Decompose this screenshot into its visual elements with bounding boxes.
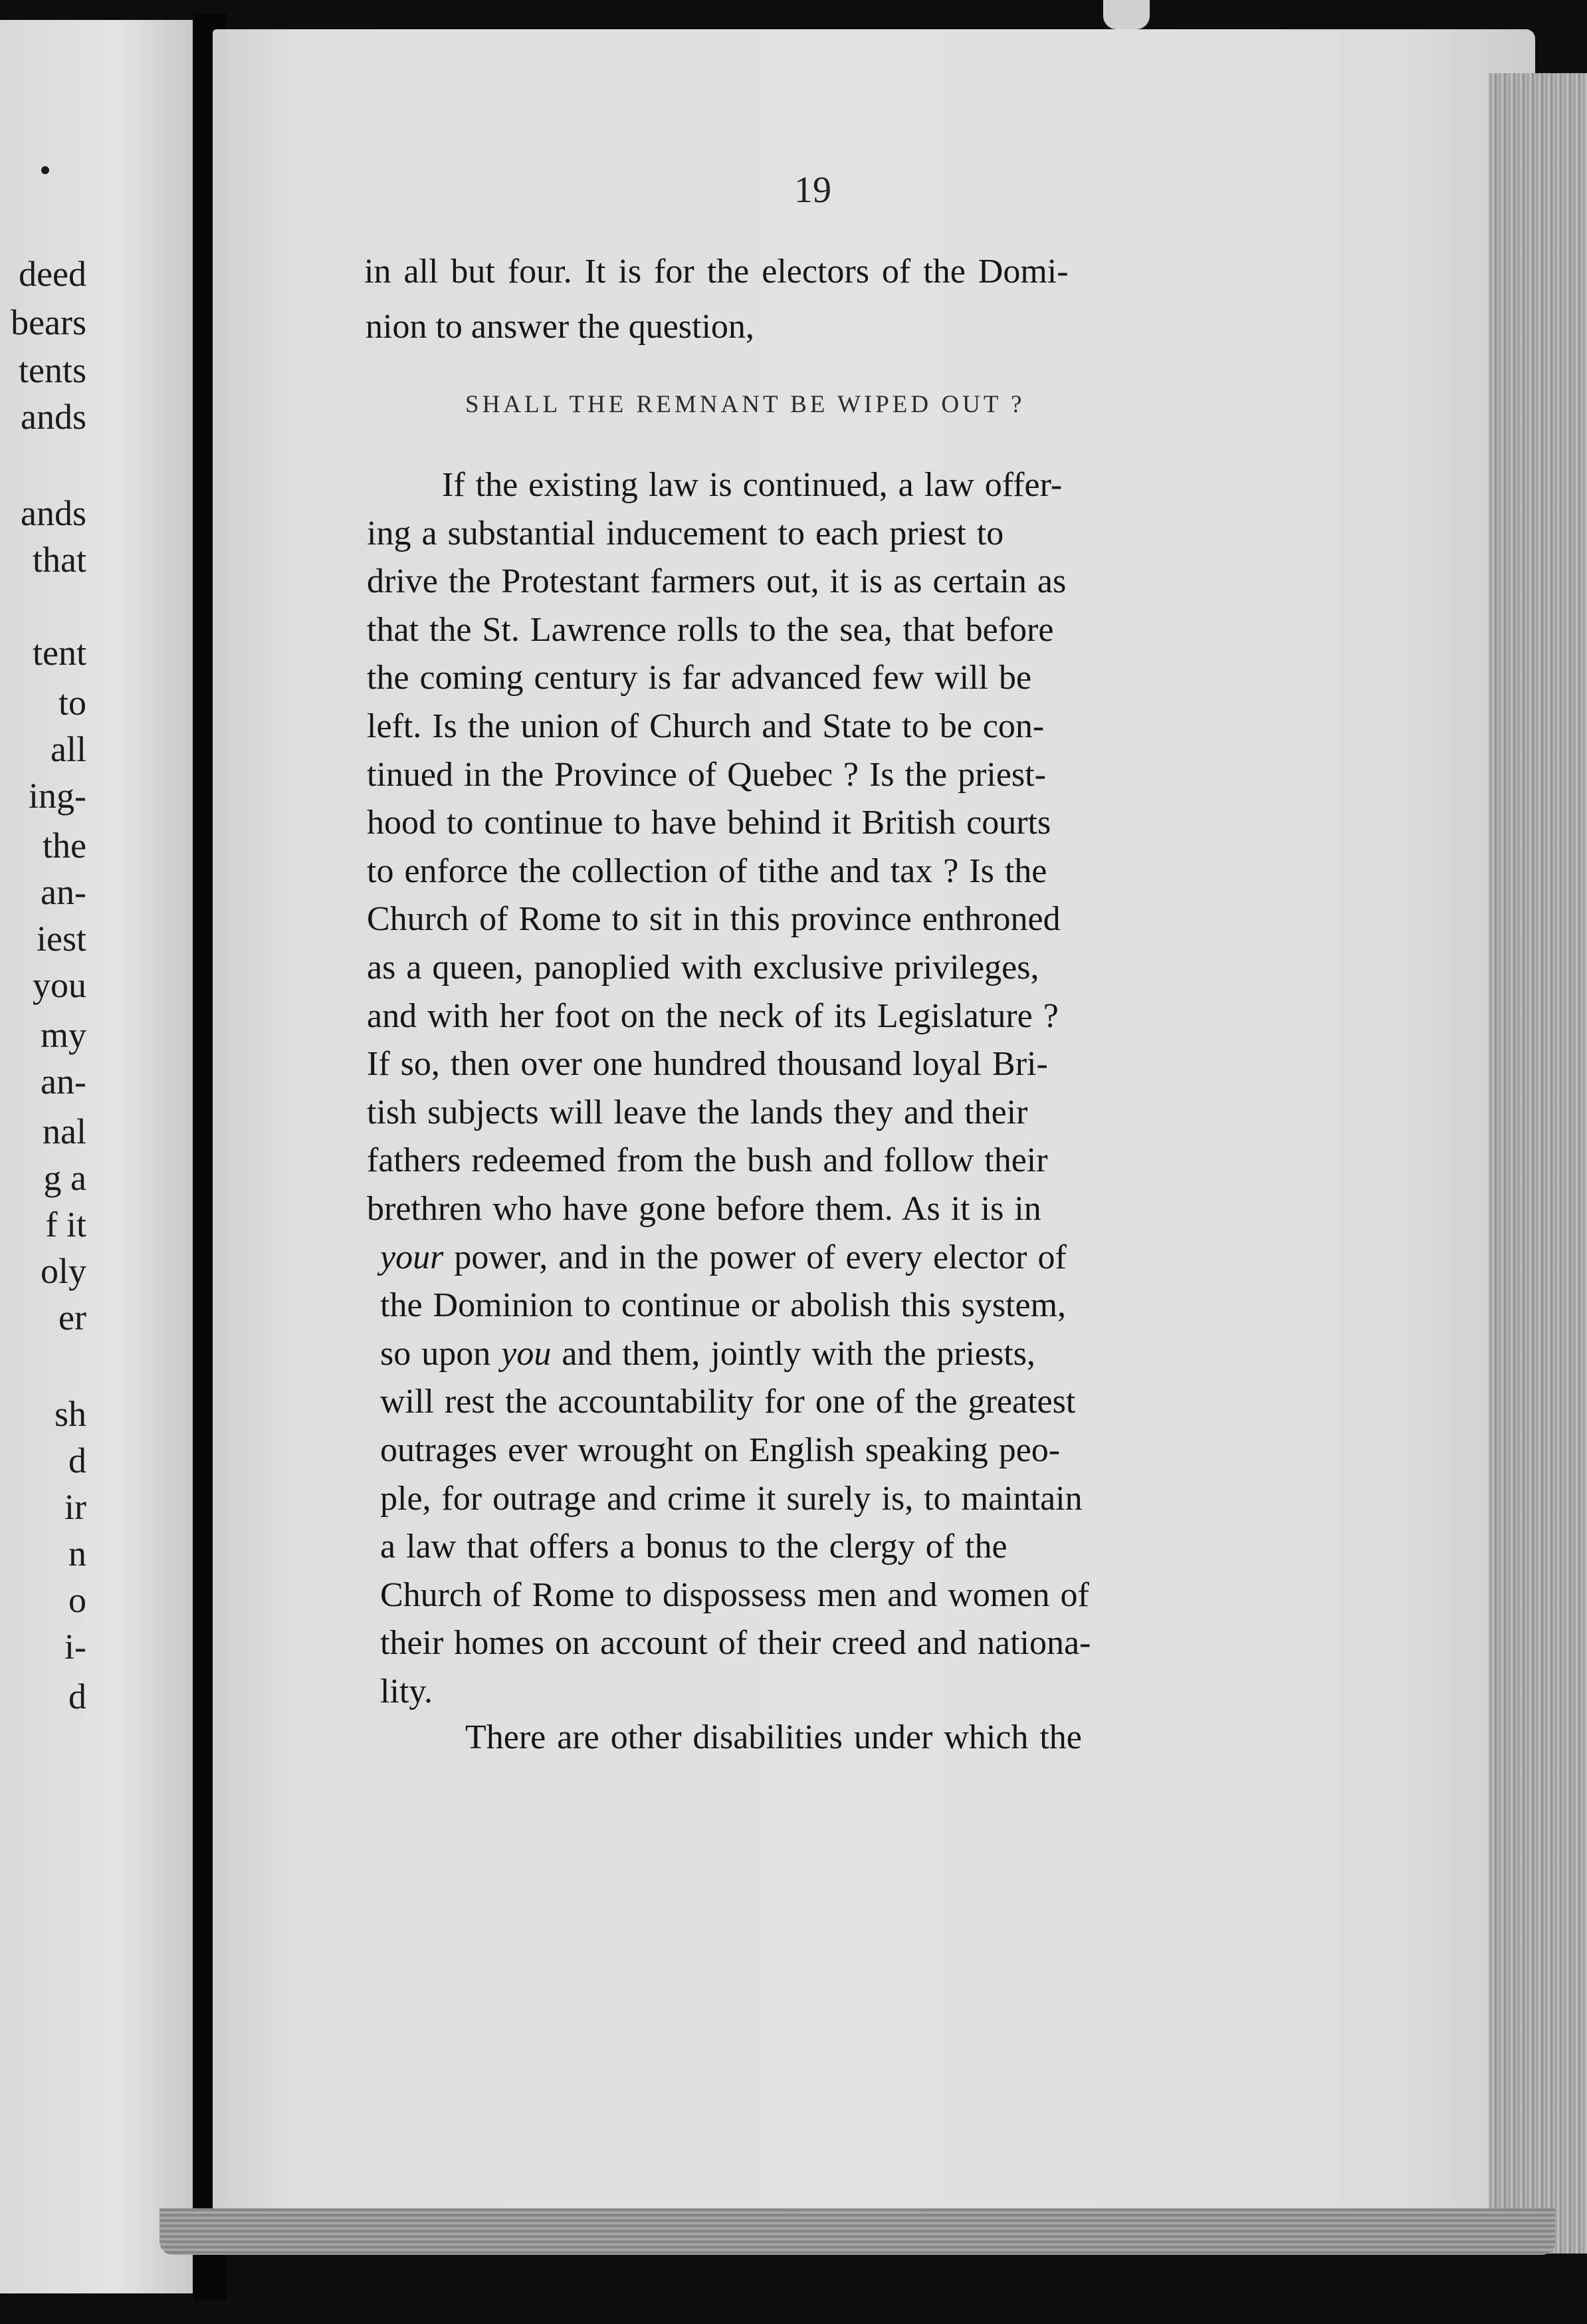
previous-page-fragment: deed <box>19 254 86 294</box>
paragraph-line: left. Is the union of Church and State to be con- <box>367 707 1045 745</box>
previous-page-fragment: n <box>68 1534 86 1573</box>
previous-page-fragment: ir <box>64 1487 86 1527</box>
paragraph-line: to enforce the collection of tithe and tax ? Is the <box>367 852 1047 890</box>
paragraph-line: your power, and in the power of every elector of <box>380 1238 1067 1276</box>
text-line: nion to answer the question, <box>366 308 754 346</box>
paragraph-line: If the existing law is continued, a law offer- <box>442 466 1063 504</box>
text-line: There are other disabilities under which the <box>465 1718 1082 1756</box>
paragraph-line: tish subjects will leave the lands they and their <box>367 1093 1028 1131</box>
text-line: in all but four. It is for the electors of the Domi- <box>364 253 1069 290</box>
previous-page-fragment: ing- <box>29 776 86 816</box>
previous-page-fragment: ands <box>21 397 86 437</box>
emphasis: your <box>380 1238 444 1276</box>
paragraph-line: as a queen, panoplied with exclusive privileges, <box>367 949 1039 987</box>
previous-page-fragment: that <box>33 540 86 580</box>
paragraph-line: will rest the accountability for one of the greatest <box>380 1383 1076 1421</box>
paragraph-line: hood to continue to have behind it British courts <box>367 804 1051 842</box>
previous-page-fragment: to <box>58 683 86 723</box>
paragraph-line: drive the Protestant farmers out, it is as certain as <box>367 562 1067 601</box>
paragraph-line: ple, for outrage and crime it surely is, to maintain <box>380 1479 1083 1518</box>
previous-page-fragment: my <box>40 1015 86 1055</box>
previous-page-edge <box>0 20 193 2293</box>
previous-page-fragment: bears <box>11 302 86 342</box>
previous-page-fragment: d <box>68 1441 86 1480</box>
previous-page-fragment: oly <box>40 1251 86 1291</box>
paragraph-line: brethren who have gone before them. As it is in <box>367 1190 1041 1228</box>
paragraph-line: If so, then over one hundred thousand loyal Bri- <box>367 1045 1048 1084</box>
previous-page-fragment: nal <box>43 1111 86 1151</box>
previous-page-fragment: you <box>33 965 86 1005</box>
previous-page-fragment: the <box>43 826 86 866</box>
previous-page-fragment: ands <box>21 493 86 533</box>
previous-page-fragment: o <box>68 1580 86 1620</box>
previous-page-fragment: iest <box>37 919 86 959</box>
previous-page-fragment: d <box>68 1677 86 1716</box>
paragraph-line: so upon you and them, jointly with the priests, <box>380 1334 1035 1373</box>
previous-page-fragment: an- <box>41 1062 86 1102</box>
previous-page-fragment: f it <box>45 1205 86 1244</box>
paragraph-line: their homes on account of their creed and nationa- <box>380 1624 1091 1663</box>
paragraph-line: lity. <box>380 1673 433 1710</box>
paragraph-line: the coming century is far advanced few will be <box>367 659 1032 697</box>
paragraph-line: a law that offers a bonus to the clergy of the <box>380 1528 1007 1566</box>
previous-page-fragment: an- <box>41 872 86 912</box>
page-tab-mark <box>1103 0 1150 29</box>
page-edges-bottom <box>159 2208 1555 2255</box>
emphasis: you <box>501 1334 552 1373</box>
previous-page-fragment: all <box>51 729 86 769</box>
paragraph-line: fathers redeemed from the bush and follow their <box>367 1141 1048 1180</box>
paragraph-line: ing a substantial inducement to each priest to <box>367 514 1004 552</box>
page-number: 19 <box>794 170 831 211</box>
page-edges-right <box>1489 73 1587 2254</box>
paragraph-line: tinued in the Province of Quebec ? Is the priest- <box>367 755 1046 794</box>
paragraph-line: and with her foot on the neck of its Legislature ? <box>367 996 1059 1035</box>
section-heading: SHALL THE REMNANT BE WIPED OUT ? <box>465 391 1025 418</box>
paragraph-line: Church of Rome to dispossess men and women of <box>380 1575 1089 1614</box>
paragraph-line: that the St. Lawrence rolls to the sea, that before <box>367 610 1054 649</box>
ink-dot <box>41 166 49 174</box>
previous-page-fragment: tent <box>33 633 86 673</box>
paragraph-line: Church of Rome to sit in this province enthroned <box>367 900 1061 939</box>
previous-page-fragment: sh <box>54 1394 86 1434</box>
previous-page-fragment: i- <box>64 1627 86 1667</box>
paragraph-line: outrages ever wrought on English speaking peo- <box>380 1431 1061 1469</box>
previous-page-fragment: g a <box>43 1158 86 1198</box>
paragraph-line: the Dominion to continue or abolish this system, <box>380 1286 1067 1325</box>
previous-page-fragment: tents <box>19 350 86 390</box>
previous-page-fragment: er <box>58 1298 86 1337</box>
